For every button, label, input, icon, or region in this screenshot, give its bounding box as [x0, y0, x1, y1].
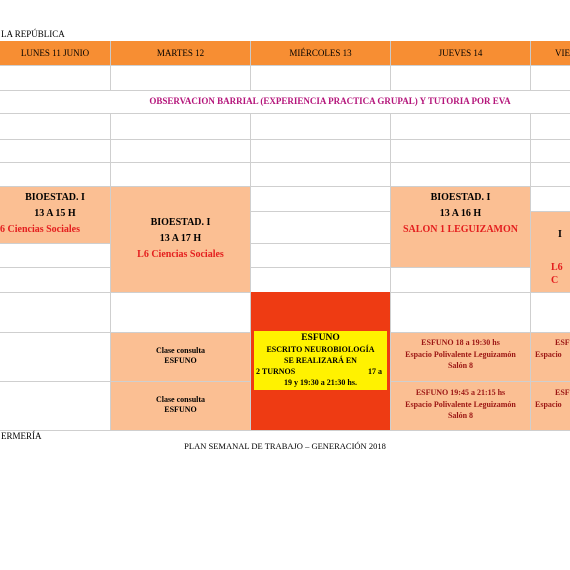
- jueves-esfuno-1-place: Espacio Polivalente Leguizamón: [405, 350, 516, 359]
- institution-fragment: LA REPÚBLICA: [1, 29, 65, 39]
- grid-line: [0, 113, 570, 114]
- grid-line: [0, 90, 570, 91]
- day-header-martes: MARTES 12: [111, 41, 251, 65]
- day-header-lunes: LUNES 11 JUNIO: [0, 41, 111, 65]
- jueves-esfuno-1-room: Salón 8: [447, 361, 474, 370]
- lunes-time: 13 A 15 H: [34, 208, 76, 219]
- day-header-viernes: VIE: [531, 41, 570, 65]
- viernes-esfuno-2-place: Espacio: [535, 400, 562, 409]
- lunes-subject: BIOESTAD. I: [25, 192, 85, 203]
- consulta-2-line2: ESFUNO: [164, 405, 197, 414]
- footer-left-fragment: ERMERÍA: [1, 431, 42, 441]
- viernes-room: L6 C: [551, 262, 563, 286]
- day-header-jueves: JUEVES 14: [391, 41, 531, 65]
- grid-line: [0, 430, 570, 431]
- jueves-esfuno-2-room: Salón 8: [447, 411, 474, 420]
- observation-banner: OBSERVACION BARRIAL (EXPERIENCIA PRACTICA GRUPAL) Y TUTORIA POR EVA: [149, 96, 511, 106]
- martes-time: 13 A 17 H: [159, 233, 202, 244]
- grid-line: [110, 65, 111, 90]
- grid-line: [0, 267, 570, 268]
- martes-room: L6 Ciencias Sociales: [137, 249, 224, 260]
- jueves-esfuno-1-time: ESFUNO 18 a 19:30 hs: [421, 338, 500, 347]
- esfuno-title: ESFUNO: [301, 333, 340, 343]
- viernes-esfuno-1-place: Espacio: [535, 350, 562, 359]
- viernes-esfuno-1-time: ESF: [555, 338, 570, 347]
- jueves-time: 13 A 16 H: [439, 208, 482, 219]
- day-header-miercoles: MIÉRCOLES 13: [251, 41, 391, 65]
- lunes-room: 6 Ciencias Sociales: [0, 224, 80, 235]
- jueves-subject: BIOESTAD. I: [430, 192, 491, 203]
- grid-line: [250, 65, 251, 90]
- viernes-esfuno-2-time: ESF: [555, 388, 570, 397]
- consulta-1-line1: Clase consulta: [155, 346, 206, 355]
- esfuno-line2: SE REALIZARÁ EN: [284, 356, 357, 365]
- grid-line: [390, 65, 391, 90]
- esfuno-line4: 19 y 19:30 a 21:30 hs.: [284, 378, 357, 387]
- consulta-2-line1: Clase consulta: [155, 395, 206, 404]
- martes-subject: BIOESTAD. I: [150, 217, 211, 228]
- footer-plan-title: PLAN SEMANAL DE TRABAJO – GENERACIÓN 2018: [184, 441, 386, 451]
- esfuno-line1: ESCRITO NEUROBIOLOGÍA: [266, 345, 375, 354]
- grid-line: [0, 162, 570, 163]
- grid-line: [0, 65, 570, 66]
- consulta-1-line2: ESFUNO: [164, 356, 197, 365]
- jueves-esfuno-2-place: Espacio Polivalente Leguizamón: [405, 400, 516, 409]
- viernes-subject: I: [558, 229, 562, 240]
- jueves-esfuno-2-time: ESFUNO 19:45 a 21:15 hs: [415, 388, 506, 397]
- grid-line: [0, 139, 570, 140]
- jueves-room: SALON 1 LEGUIZAMON: [402, 224, 518, 235]
- esfuno-line3b: 17 a: [368, 367, 382, 376]
- esfuno-line3a: 2 TURNOS: [256, 367, 296, 376]
- grid-line: [530, 65, 531, 90]
